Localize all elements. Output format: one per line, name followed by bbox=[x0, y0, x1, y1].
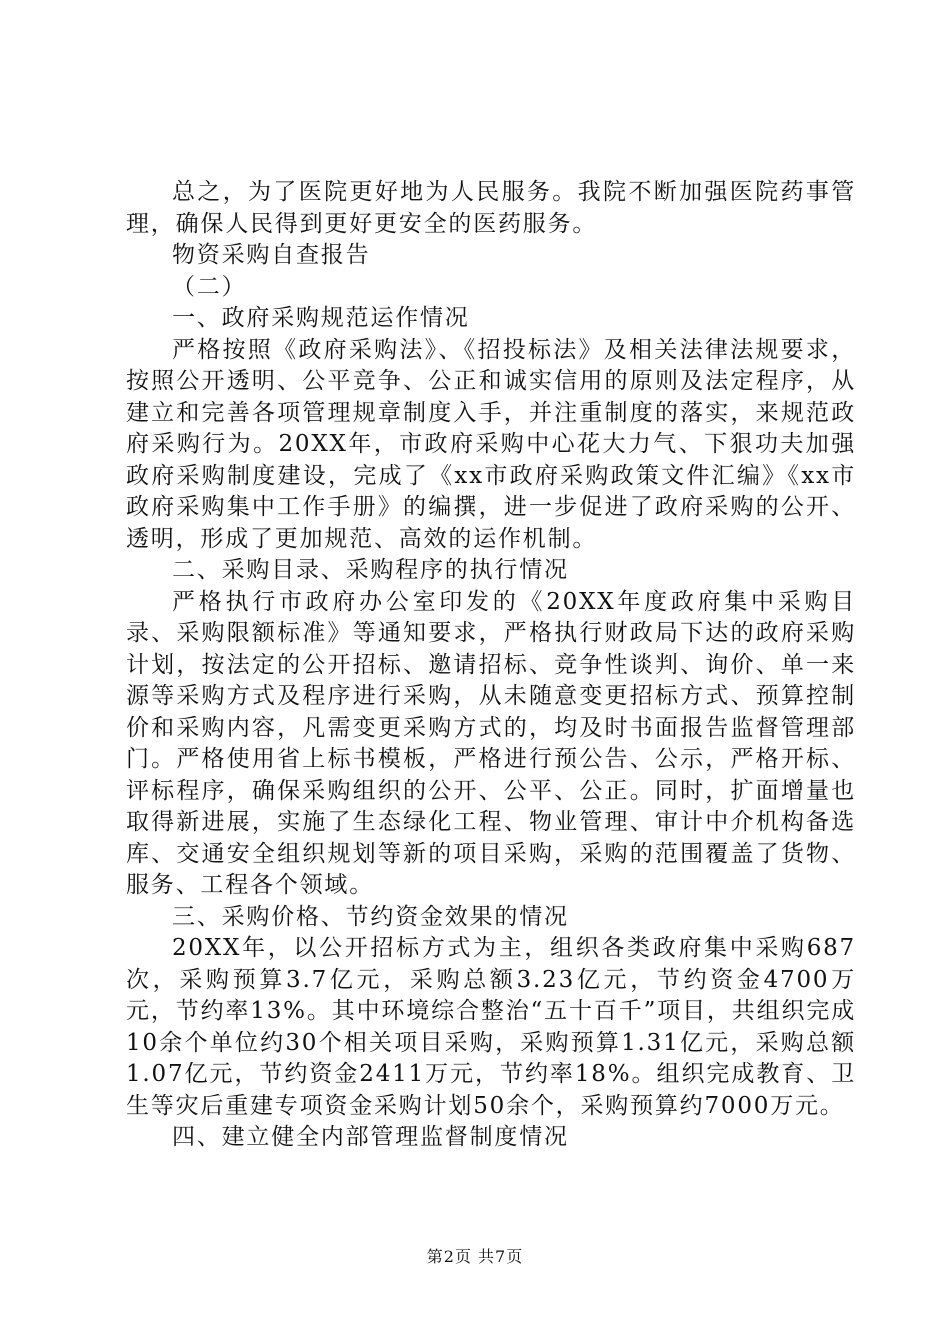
heading-1: 一、政府采购规范运作情况 bbox=[172, 305, 470, 331]
paragraph-conclusion: 总之，为了医院更好地为人民服务。我院不断加强医院药事管理，确保人民得到更好更安全的医药服务。 bbox=[126, 179, 856, 237]
heading-2: 二、采购目录、采购程序的执行情况 bbox=[172, 557, 569, 583]
paragraph-3: 20XX年，以公开招标方式为主，组织各类政府集中采购687次，采购预算3.7亿元，采购总额3.23亿元，节约资金4700万元，节约率13%。其中环境综合整治“五十百千”项目，共组织完成10余个单位约30个相关项目采购，采购预算1.31亿元，采购总额1.07亿元，节约资金2411万元，节约率18%。组织完成教育、卫生等灾后重建专项资金采购计划50余个，采购预算约7000万元。 bbox=[126, 935, 856, 1119]
paragraph-2: 严格执行市政府办公室印发的《20XX年度政府集中采购目录、采购限额标准》等通知要求，严格执行财政局下达的政府采购计划，按法定的公开招标、邀请招标、竞争性谈判、询价、单一来源等采购方式及程序进行采购，从未随意变更招标方式、预算控制价和采购内容，凡需变更采购方式的，均及时书面报告监督管理部门。严格使用省上标书模板，严格进行预公告、公示，严格开标、评标程序，确保采购组织的公开、公平、公正。同时，扩面增量也取得新进展，实施了生态绿化工程、物业管理、审计中介机构备选库、交通安全组织规划等新的项目采购，采购的范围覆盖了货物、服务、工程各个领域。 bbox=[126, 588, 856, 898]
heading-3: 三、采购价格、节约资金效果的情况 bbox=[172, 903, 569, 930]
document-body bbox=[126, 177, 856, 1154]
section-number: （二） bbox=[172, 273, 247, 300]
section-title: 物资采购自查报告 bbox=[172, 242, 371, 268]
paragraph-1: 严格按照《政府采购法》、《招投标法》及相关法律法规要求，按照公开透明、公平竞争、公正和诚实信用的原则及法定程序，从建立和完善各项管理规章制度入手，并注重制度的落实，来规范政府采购行为。20XX年，市政府采购中心花大力气、下狠功夫加强政府采购制度建设，完成了《xx市政府采购政策文件汇编》《xx市政府采购集中工作手册》的编撰，进一步促进了政府采购的公开、透明，形成了更加规范、高效的运作机制。 bbox=[126, 336, 856, 552]
heading-4: 四、建立健全内部管理监督制度情况 bbox=[172, 1124, 569, 1150]
page-footer: 第2页 共7页 bbox=[426, 1247, 524, 1266]
